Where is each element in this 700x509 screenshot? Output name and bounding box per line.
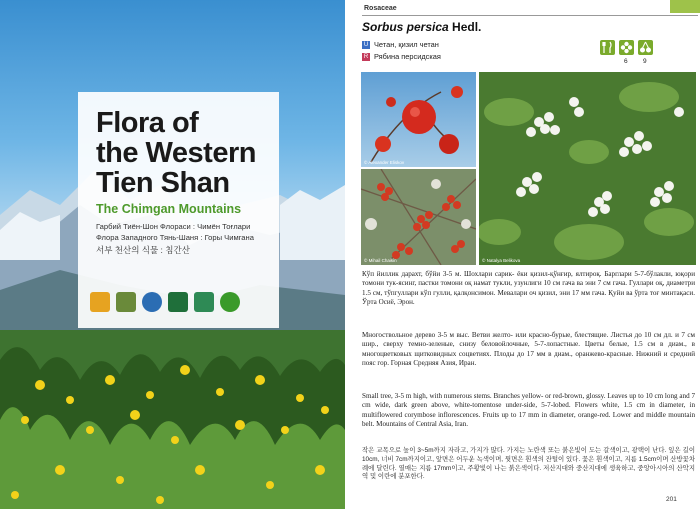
description-uzbek: Кўп йиллик дарахт, бўйи 3-5 м. Шохлари сарик- ёки қизил-қўнғир, ялтироқ. Барглари 5-7-бўлакли, юқори томони тук-ясинг, пастки томони оқ намат тукли, узунлиги 10 см гача ва эни 7 см гача. Гуллари оқ, диаметри 1.5 см, тўпгуллари кўп гулли, қалқонсимон. Мевалари оч қизил, эни 17 мм гача. Қуйи ва ўрта тоғ минтақаси. Ўрта Осиё, Эрон.	[362, 270, 695, 306]
berries-icon	[638, 40, 653, 55]
cover-title-russian: Флора Западного Тянь-Шаня : Горы Чимгана	[96, 233, 254, 242]
section-color-tab	[670, 0, 700, 13]
cover-title-line-3: Tien Shan	[96, 167, 230, 199]
sgp-text-logo	[116, 292, 136, 312]
fruiting-month: 9	[643, 58, 647, 65]
photo-fruit-cluster	[361, 169, 476, 265]
cover-subtitle: The Chimgan Mountains	[96, 202, 242, 216]
korea-forest-logo	[220, 292, 240, 312]
cover-title-panel	[78, 92, 279, 328]
vernacular-russian	[362, 52, 441, 61]
description-russian: Многоствольное дерево 3-5 м выс. Ветви желто- или красно-бурые, блестящие. Листья до 10 см дл. и 7 см шир., сверху темно-зеленые, снизу беловойлочные, 5-7-лопастные. Цветы белые, 1.5 см в диам., в многоцветковых щитковидных соцветиях. Плоды до 17 мм в диам., оранжево-красные. Нижний и средний пояс гор. Горная Средняя Азия, Иран.	[362, 331, 695, 367]
photo-flowers	[479, 72, 696, 265]
cover-title-line-1: Flora of	[96, 107, 199, 139]
partner-logo	[194, 292, 214, 312]
description-korean: 작은 교목으로 높이 3~5m까지 자라고, 가지가 많다. 가지는 노란색 또는 붉은빛이 도는 갈색이고, 광택이 난다. 잎은 길이 10cm, 너비 7cm까지이고, 앞면은 어두운 녹색이며, 뒷면은 흰색의 잔털이 있다. 꽃은 흰색이고, 지름 1.5cm이며 산방꽃차례에 달린다. 열매는 지름 17mm이고, 주황빛이 나는 붉은색이다. 저산지대와 중산지대에 생육하고, 중앙아시아의 산악지역 및 이란에 분포한다.	[362, 447, 695, 481]
cover-title-line-2: the Western	[96, 137, 256, 169]
family-name: Rosaceae	[364, 5, 397, 12]
species-binomial: Sorbus persica	[362, 20, 449, 34]
description-english: Small tree, 3-5 m high, with numerous stems. Branches yellow- or red-brown, glossy. Leaves up to 10 cm long and 7 cm wide, dark green above, white-tomentose under-side, 5-7-lobed. Flowers white, 1.5 cm in diameter, in multiflowered corymbose inflorescences. Fruits up to 17 mm in diameter, orange-red. Lower and middle mountain belt. Mountains of Central Asia, Iran.	[362, 392, 695, 428]
russian-tag: R	[363, 54, 369, 61]
photo-credit-3: © Natalya Belikova	[482, 258, 521, 263]
sponsor-logos	[90, 290, 270, 316]
cover-title-korean: 서부 천산의 식물 : 침간산	[96, 245, 190, 255]
sgp-logo	[90, 292, 110, 312]
photo-credit-2: © Mihail Chaikin	[364, 258, 397, 263]
cover-title-uzbek: Гарбий Тиён-Шон Флораси : Чимён Тоғлари	[96, 222, 251, 231]
gef-logo	[168, 292, 188, 312]
book-cover	[0, 0, 345, 509]
vernacular-uzbek-text: Четан, қизил четан	[374, 40, 439, 49]
species-page	[348, 0, 700, 509]
uzbek-tag: U	[363, 42, 369, 49]
photo-credit-1: © Alexander Eliskov	[364, 160, 405, 165]
vernacular-uzbek	[362, 40, 439, 49]
fork-knife-icon	[600, 40, 615, 55]
photo-fruit-closeup	[361, 72, 476, 167]
vernacular-russian-text: Рябина персидская	[374, 52, 441, 61]
flower-icon	[619, 40, 634, 55]
species-name	[362, 20, 481, 34]
undp-logo	[142, 292, 162, 312]
header-divider	[362, 15, 698, 16]
page-number: 201	[666, 496, 677, 503]
species-author: Hedl.	[452, 20, 482, 34]
flowering-month: 6	[624, 58, 628, 65]
